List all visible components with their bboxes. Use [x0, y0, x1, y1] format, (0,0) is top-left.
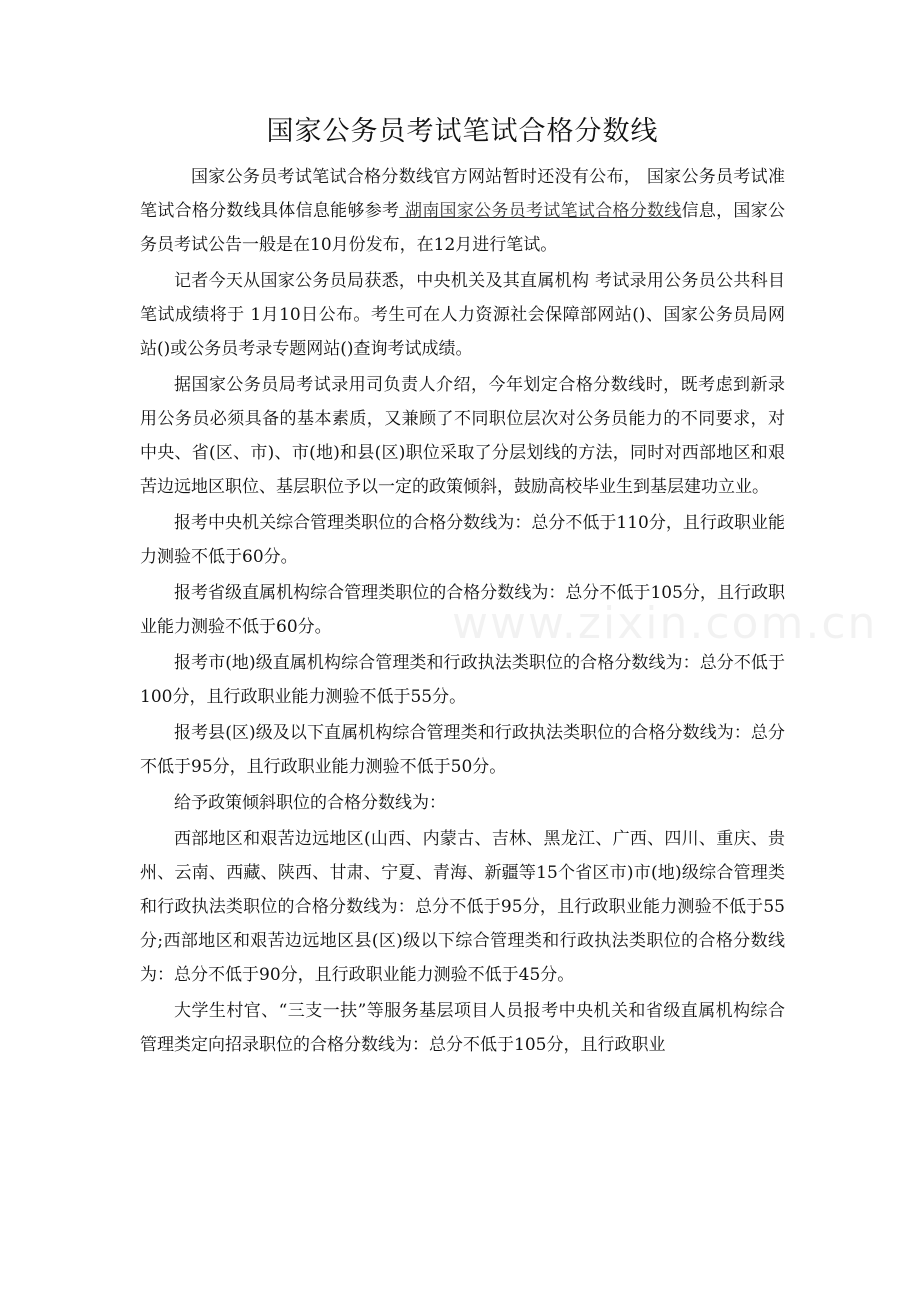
paragraph-county-threshold: 报考县(区)级及以下直属机构综合管理类和行政执法类职位的合格分数线为：总分不低于95分，且行政职业能力测验不低于50分。 — [140, 723, 785, 777]
document-page — [140, 108, 878, 1064]
intro-paragraph — [140, 160, 785, 262]
paragraph-score-release: 记者今天从国家公务员局获悉，中央机关及其直属机构 考试录用公务员公共科目笔试成绩将于 1月10日公布。考生可在人力资源社会保障部网站()、国家公务员局网站()或公务员考录专题网站()查询考试成绩。 — [140, 271, 785, 359]
paragraph-preferential-heading: 给予政策倾斜职位的合格分数线为： — [174, 793, 446, 813]
intro-text-after-link: 信息，国家公务员考试公告一般是在10月份发布，在12月进行笔试。 — [140, 201, 786, 255]
reference-link[interactable]: 湖南国家公务员考试笔试合格分数线 — [399, 201, 682, 221]
paragraph-provincial-threshold: 报考省级直属机构综合管理类职位的合格分数线为：总分不低于105分，且行政职业能力测验不低于60分。 — [140, 583, 785, 637]
paragraph-city-threshold: 报考市(地)级直属机构综合管理类和行政执法类职位的合格分数线为：总分不低于100分，且行政职业能力测验不低于55分。 — [140, 653, 785, 707]
paragraph-western-regions: 西部地区和艰苦边远地区(山西、内蒙古、吉林、黑龙江、广西、四川、重庆、贵州、云南、西藏、陕西、甘肃、宁夏、青海、新疆等15个省区市)市(地)级综合管理类和行政执法类职位的合格分数线为：总分不低于95分，且行政职业能力测验不低于55分;西部地区和艰苦边远地区县(区)级以下综合管理类和行政执法类职位的合格分数线为：总分不低于90分，且行政职业能力测验不低于45分。 — [140, 829, 785, 985]
watermark-text: www.zixin.com.cn — [452, 598, 878, 649]
paragraph-grassroots-projects: 大学生村官、“三支一扶”等服务基层项目人员报考中央机关和省级直属机构综合管理类定向招录职位的合格分数线为：总分不低于105分，且行政职业 — [140, 1001, 785, 1055]
page-title: 国家公务员考试笔试合格分数线 — [266, 116, 659, 147]
paragraph-central-threshold: 报考中央机关综合管理类职位的合格分数线为：总分不低于110分，且行政职业能力测验不低于60分。 — [140, 513, 785, 567]
intro-text-before-link: 国家公务员考试笔试合格分数线官方网站暂时还没有公布， 国家公务员考试准笔试合格分数线具体信息能够参考 — [140, 167, 785, 221]
paragraph-policy-explanation: 据国家公务员局考试录用司负责人介绍，今年划定合格分数线时，既考虑到新录用公务员必须具备的基本素质，又兼顾了不同职位层次对公务员能力的不同要求，对中央、省(区、市)、市(地)和县(区)职位采取了分层划线的方法，同时对西部地区和艰苦边远地区职位、基层职位予以一定的政策倾斜，鼓励高校毕业生到基层建功立业。 — [140, 375, 785, 497]
